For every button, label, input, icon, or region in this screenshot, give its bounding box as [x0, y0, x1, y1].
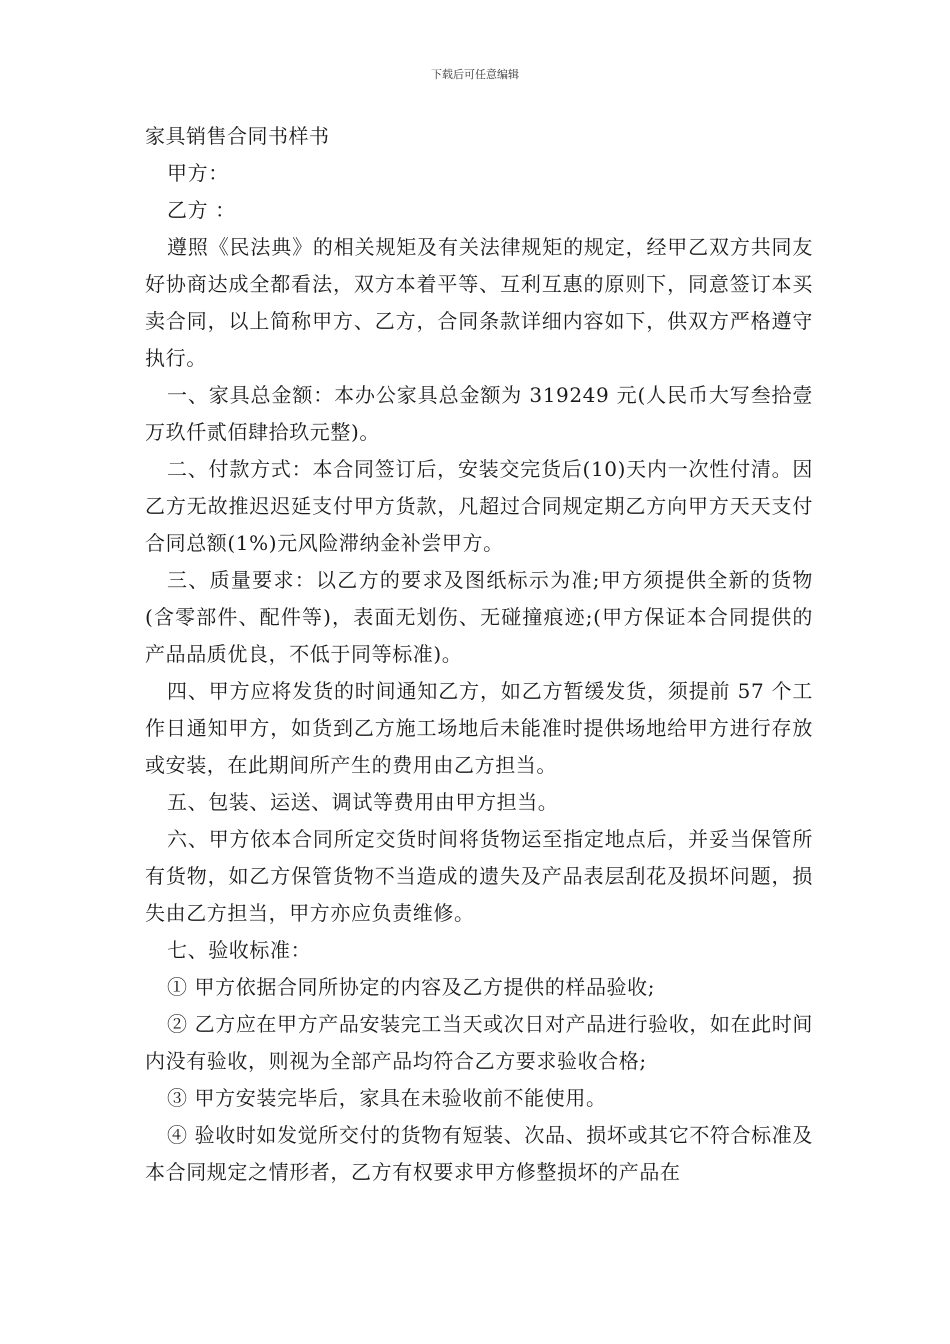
- clause-1-total-amount: 一、家具总金额：本办公家具总金额为 319249 元(人民币大写叁拾壹万玖仟贰佰肆拾玖元整)。: [145, 383, 813, 444]
- clause-7-item-3: ③ 甲方安装完毕后，家具在未验收前不能使用。: [167, 1086, 607, 1110]
- clause-5-costs: 五、包装、运送、调试等费用由甲方担当。: [167, 790, 559, 814]
- document-title: 家具销售合同书样书: [145, 124, 330, 148]
- preamble-paragraph: 遵照《民法典》的相关规矩及有关法律规矩的规定，经甲乙双方共同友好协商达成全都看法，双方本着平等、互利互惠的原则下，同意签订本买卖合同，以上简称甲方、乙方，合同条款详细内容如下，供双方严格遵守执行。: [145, 235, 813, 370]
- clause-2-payment: 二、付款方式：本合同签订后，安装交完货后(10)天内一次性付清。因乙方无故推迟迟延支付甲方货款，凡超过合同规定期乙方向甲方天天支付合同总额(1%)元风险滞纳金补尝甲方。: [145, 457, 813, 555]
- clause-3-quality: 三、质量要求：以乙方的要求及图纸标示为准;甲方须提供全新的货物(含零部件、配件等)，表面无划伤、无碰撞痕迹;(甲方保证本合同提供的产品品质优良，不低于同等标准)。: [145, 568, 813, 666]
- header-note: 下载后可任意编辑: [431, 68, 519, 81]
- clause-7-heading: 七、验收标准：: [167, 938, 312, 962]
- clause-7-item-1: ① 甲方依据合同所协定的内容及乙方提供的样品验收;: [167, 975, 656, 999]
- clause-4-delivery-notice: 四、甲方应将发货的时间通知乙方，如乙方暂缓发货，须提前 57 个工作日通知甲方，如货到乙方施工场地后未能准时提供场地给甲方进行存放或安装，在此期间所产生的费用由乙方担当。: [145, 679, 813, 777]
- party-a-line: 甲方：: [167, 161, 229, 185]
- clause-7-item-2: ② 乙方应在甲方产品安装完工当天或次日对产品进行验收，如在此时间内没有验收，则视为全部产品均符合乙方要求验收合格;: [145, 1012, 813, 1073]
- clause-6-storage: 六、甲方依本合同所定交货时间将货物运至指定地点后，并妥当保管所有货物，如乙方保管货物不当造成的遗失及产品表层刮花及损坏问题，损失由乙方担当，甲方亦应负责维修。: [145, 827, 813, 925]
- party-b-line: 乙方 ：: [167, 198, 236, 222]
- clause-7-item-4: ④ 验收时如发觉所交付的货物有短装、次品、损坏或其它不符合标准及本合同规定之情形者，乙方有权要求甲方修整损坏的产品在: [145, 1123, 813, 1184]
- document-body: [145, 118, 813, 1191]
